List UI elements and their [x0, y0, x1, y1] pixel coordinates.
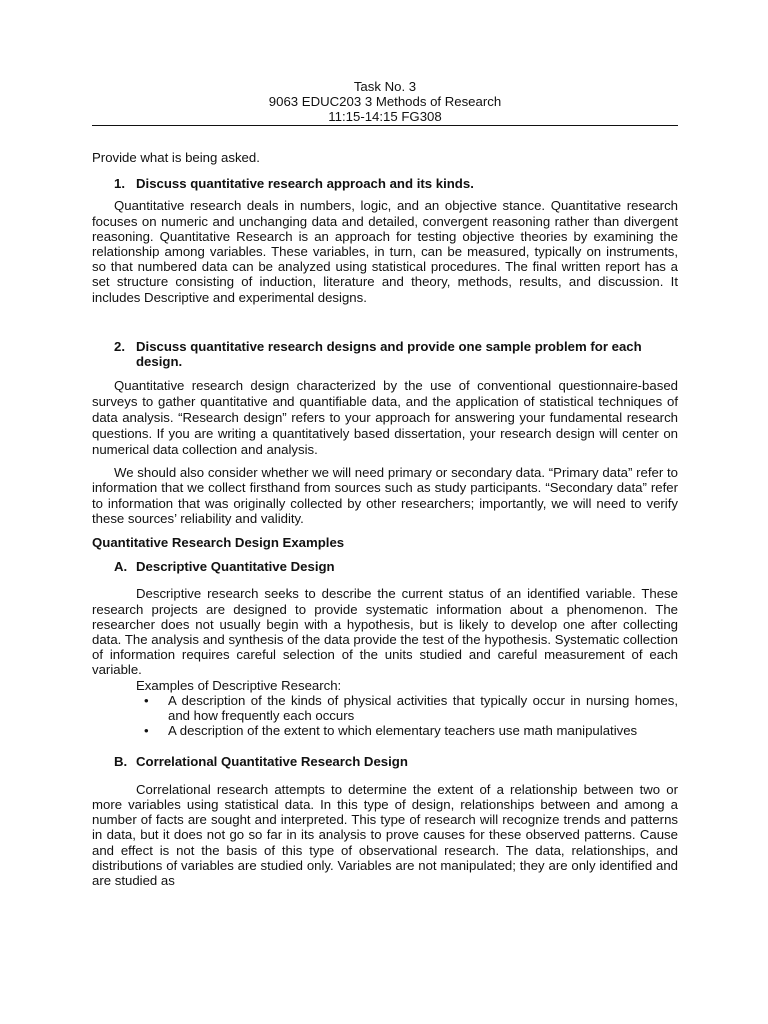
class-schedule: 11:15-14:15 FG308 [328, 109, 442, 124]
section-title: Correlational Quantitative Research Design [136, 754, 408, 770]
list-item-text: A description of the extent to which elementary teachers use math manipulatives [168, 723, 638, 739]
question-1 [92, 176, 678, 191]
section-a-body: Descriptive research seeks to describe the current status of an identified variable. These research projects are designed to provide systematic information about a phenomenon. The researcher does not usually begin with a hypothesis, but is likely to develop one after collecting data. The analysis and synthesis of the data provide the test of the hypothesis. Systematic collection of information requires careful selection of the units studied and careful measurement of each variable. [92, 586, 678, 678]
document-header [92, 79, 678, 124]
question-text: Discuss quantitative research approach and its kinds. [136, 176, 474, 192]
answer-1-paragraph: Quantitative research deals in numbers, logic, and an objective stance. Quantitative research focuses on numeric and unchanging data and detailed, convergent reasoning rather than divergent reasoning. Quantitative Research is an approach for testing objective theories by examining the relationship among variables. These variables, in turn, can be measured, typically on instruments, so that numbered data can be analyzed using statistical procedures. The final written report has a set structure consisting of induction, literature and theory, methods, results, and discussion. It includes Descriptive and experimental designs. [92, 198, 678, 305]
answer-2-paragraph-2: We should also consider whether we will need primary or secondary data. “Primary data” refer to information that we collect firsthand from sources such as study participants. “Secondary data” refer to information that was originally collected by other researchers; importantly, we will need to verify these sources’ reliability and validity. [92, 465, 678, 526]
question-number: 1. [114, 176, 125, 192]
bullet-icon: • [144, 723, 149, 739]
header-divider [92, 125, 678, 126]
section-letter: A. [114, 559, 128, 575]
instructions: Provide what is being asked. [92, 150, 260, 165]
examples-list [92, 693, 678, 739]
question-2 [92, 339, 678, 369]
course-title: 9063 EDUC203 3 Methods of Research [268, 94, 502, 109]
list-item [144, 723, 678, 738]
list-item [144, 693, 678, 723]
section-letter: B. [114, 754, 128, 770]
bullet-icon: • [144, 692, 149, 708]
question-number: 2. [114, 338, 125, 354]
examples-label: Examples of Descriptive Research: [136, 677, 342, 693]
section-a-heading [92, 559, 678, 574]
list-item-text: A description of the kinds of physical activities that typically occur in nursing homes, and how frequently each occurs [168, 692, 678, 724]
examples-heading: Quantitative Research Design Examples [92, 535, 345, 551]
task-number: Task No. 3 [353, 79, 417, 94]
document-body [92, 150, 678, 888]
section-b-heading [92, 754, 678, 769]
section-title: Descriptive Quantitative Design [136, 559, 335, 575]
answer-2-paragraph-1: Quantitative research design characterized by the use of conventional questionnaire-based surveys to gather quantitative and quantifiable data, and the application of statistical techniques of data analysis. “Research design” refers to your approach for answering your fundamental research questions. If you are writing a quantitatively based dissertation, your research design will center on numerical data collection and analysis. [92, 378, 678, 458]
section-b-body: Correlational research attempts to determine the extent of a relationship between two or more variables using statistical data. In this type of design, relationships between and among a number of facts are sought and interpreted. This type of research will recognize trends and patterns in data, but it does not go so far in its analysis to prove causes for these observed patterns. Cause and effect is not the basis of this type of observational research. The data, relationships, and distributions of variables are studied only. Variables are not manipulated; they are only identified and are studied as [92, 781, 678, 888]
question-text: Discuss quantitative research designs and provide one sample problem for each design. [136, 338, 642, 370]
